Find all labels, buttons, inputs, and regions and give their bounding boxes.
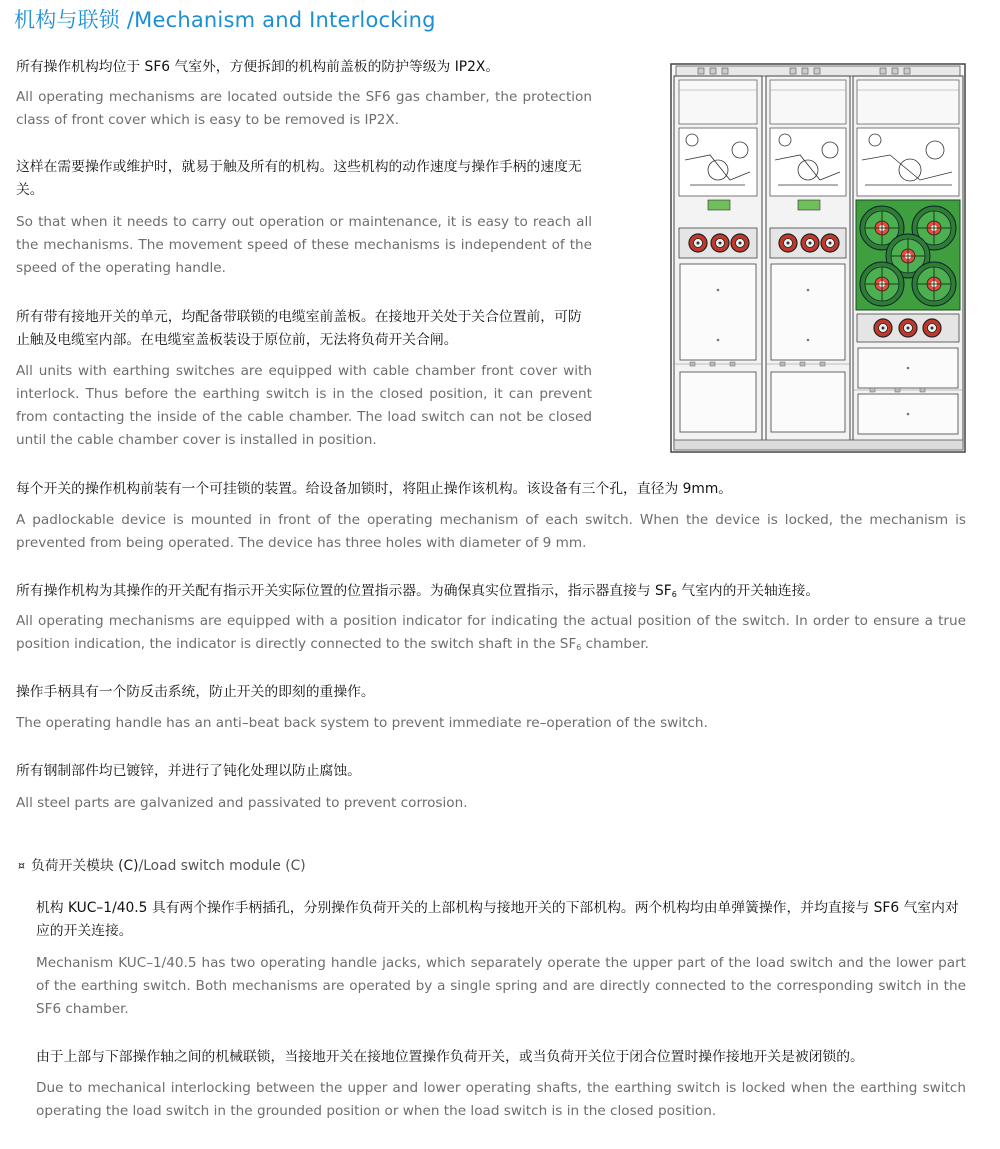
- p6-cn: 操作手柄具有一个防反击系统，防止开关的即刻的重操作。: [16, 684, 375, 700]
- p3-en: All units with earthing switches are equipped with cable chamber front cover with interlock. Thus before the earthing switch is in the closed position, it can prevent from contacting the inside of the cable chamber. The load switch can not be closed until the cable chamber cover is installed in position.: [16, 363, 592, 448]
- p3-cn: 所有带有接地开关的单元，均配备带联锁的电缆室前盖板。在接地开关处于关合位置前，可防止触及电缆室内部。在电缆室盖板装设于原位前，无法将负荷开关合闸。: [16, 309, 582, 348]
- p1-cn: 所有操作机构均位于 SF6 气室外，方便拆卸的机构前盖板的防护等级为 IP2X。: [16, 59, 500, 75]
- p2-en: So that when it needs to carry out operation or maintenance, it is easy to reach all the mechanisms. The movement speed of these mechanisms is independent of the speed of the operating handle.: [16, 214, 592, 276]
- page-title: 机构与联锁 /Mechanism and Interlocking: [14, 8, 436, 32]
- p8-en: Mechanism KUC–1/40.5 has two operating handle jacks, which separately operate the upper part of the load switch and the lower part of the earthing switch. Both mechanisms are operated by a single spring and are directly connected to the corresponding switch in the SF6 chamber.: [36, 955, 966, 1017]
- p8-cn: 机构 KUC–1/40.5 具有两个操作手柄插孔，分别操作负荷开关的上部机构与接地开关的下部机构。两个机构均由单弹簧操作，并均直接与 SF6 气室内对应的开关连接。: [36, 900, 959, 939]
- section-heading: ¤ 负荷开关模块 (C)/Load switch module (C): [18, 858, 306, 874]
- bullet-icon: ¤: [18, 859, 25, 872]
- p4-cn: 每个开关的操作机构前装有一个可挂锁的装置。给设备加锁时，将阻止操作该机构。该设备有三个孔，直径为 9mm。: [16, 481, 733, 497]
- p9-cn: 由于上部与下部操作轴之间的机械联锁，当接地开关在接地位置操作负荷开关，或当负荷开关位于闭合位置时操作接地开关是被闭锁的。: [36, 1049, 864, 1065]
- p5-en: All operating mechanisms are equipped with a position indicator for indicating the actual position of the switch. In order to ensure a true position indication, the indicator is directly connected to the switch shaft in the $SF_6$ chamber.: [16, 613, 966, 652]
- p2-cn: 这样在需要操作或维护时，就易于触及所有的机构。这些机构的动作速度与操作手柄的速度无关。: [16, 159, 582, 198]
- switchgear-illustration: [670, 60, 966, 455]
- p7-en: All steel parts are galvanized and passivated to prevent corrosion.: [16, 795, 468, 811]
- p5-cn: 所有操作机构为其操作的开关配有指示开关实际位置的位置指示器。为确保真实位置指示，指示器直接与 $SF_6$ 气室内的开关轴连接。: [16, 583, 820, 599]
- p6-en: The operating handle has an anti–beat back system to prevent immediate re–operation of the switch.: [16, 715, 708, 731]
- p7-cn: 所有钢制部件均已镀锌，并进行了钝化处理以防止腐蚀。: [16, 763, 361, 779]
- p9-en: Due to mechanical interlocking between the upper and lower operating shafts, the earthing switch is locked when the earthing switch operating the load switch in the grounded position or when the load switch is in the closed position.: [36, 1080, 966, 1119]
- p1-en: All operating mechanisms are located outside the SF6 gas chamber, the protection class of front cover which is easy to be removed is IP2X.: [16, 89, 592, 128]
- p4-en: A padlockable device is mounted in front of the operating mechanism of each switch. When the device is locked, the mechanism is prevented from being operated. The device has three holes with diameter of 9 mm.: [16, 512, 966, 551]
